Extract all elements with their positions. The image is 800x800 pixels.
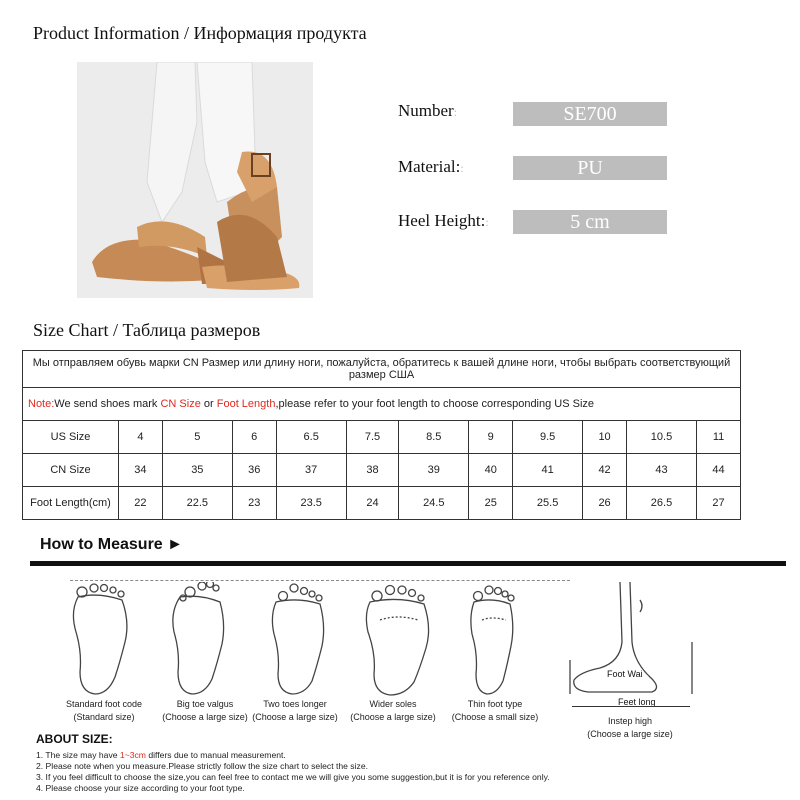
table-cell: 40 (469, 454, 513, 487)
spec-material-value: PU (513, 156, 667, 180)
table-cell: 34 (119, 454, 163, 487)
table-cell: 11 (697, 421, 741, 454)
table-cell: 36 (232, 454, 276, 487)
table-cell: 8.5 (399, 421, 469, 454)
table-cell: 24 (346, 487, 399, 520)
table-cell: 4 (119, 421, 163, 454)
english-note: Note:We send shoes mark CN Size or Foot Length,please refer to your foot length to choose corresponding US Size (23, 388, 741, 421)
size-table (22, 350, 741, 520)
foot-caption-two-toes: Two toes longer (Choose a large size) (252, 699, 338, 722)
product-photo (77, 62, 313, 298)
table-cell: 6 (232, 421, 276, 454)
cn-size-row (23, 454, 741, 487)
table-cell: 10 (583, 421, 627, 454)
foot-wai-label: Foot Wai (607, 669, 643, 679)
table-cell: 41 (513, 454, 583, 487)
how-to-measure-heading: How to Measure ► (40, 536, 183, 553)
spec-number-label: Number: (398, 101, 458, 120)
table-cell: 10.5 (626, 421, 696, 454)
foot-caption-standard: Standard foot code (Standard size) (65, 699, 143, 722)
foot-types-illustration (40, 582, 700, 700)
foot-caption-valgus: Big toe valgus (Choose a large size) (162, 699, 248, 722)
table-cell: 9 (469, 421, 513, 454)
table-cell: 6.5 (276, 421, 346, 454)
feet-long-label: Feet long (618, 697, 656, 707)
row-header: US Size (23, 421, 119, 454)
table-cell: 35 (162, 454, 232, 487)
table-cell: 42 (583, 454, 627, 487)
feet-long-line (572, 706, 690, 707)
table-cell: 37 (276, 454, 346, 487)
about-size-heading: ABOUT SIZE: (36, 732, 113, 746)
spec-material-label: Material:: (398, 157, 464, 176)
table-cell: 23.5 (276, 487, 346, 520)
row-header: CN Size (23, 454, 119, 487)
foot-caption-instep: Instep high (Choose a large size) (587, 716, 673, 739)
table-cell: 27 (697, 487, 741, 520)
table-cell: 24.5 (399, 487, 469, 520)
note-row (23, 388, 741, 421)
divider (30, 561, 786, 566)
table-cell: 9.5 (513, 421, 583, 454)
table-cell: 26 (583, 487, 627, 520)
about-item-2: 2. Please note when you measure.Please strictly follow the size chart to select the size. (36, 761, 368, 771)
table-cell: 22 (119, 487, 163, 520)
us-size-row (23, 421, 741, 454)
row-header: Foot Length(cm) (23, 487, 119, 520)
table-cell: 25 (469, 487, 513, 520)
foot-length-row (23, 487, 741, 520)
table-cell: 5 (162, 421, 232, 454)
spec-heel-label: Heel Height:: (398, 211, 489, 230)
about-item-4: 4. Please choose your size according to your foot type. (36, 783, 245, 793)
foot-caption-wider: Wider soles (Choose a large size) (350, 699, 436, 722)
size-chart-heading: Size Chart / Таблица размеров (33, 320, 261, 340)
table-cell: 26.5 (626, 487, 696, 520)
table-cell: 7.5 (346, 421, 399, 454)
foot-caption-thin: Thin foot type (Choose a small size) (451, 699, 539, 722)
dashed-divider (70, 580, 570, 581)
spec-heel-value: 5 cm (513, 210, 667, 234)
spec-number-value: SE700 (513, 102, 667, 126)
table-cell: 23 (232, 487, 276, 520)
about-item-1: 1. The size may have 1~3cm differs due to manual measurement. (36, 750, 286, 760)
table-cell: 22.5 (162, 487, 232, 520)
russian-note-row (23, 351, 741, 388)
russian-note: Мы отправляем обувь марки CN Размер или длину ноги, пожалуйста, обратитесь к вашей длине ноги, чтобы выбрать соответствующий размер США (23, 351, 741, 388)
sandal-illustration (77, 62, 313, 298)
about-item-3: 3. If you feel difficult to choose the size,you can feel free to contact me we will give you some suggestion,but it is for you reference only. (36, 772, 550, 782)
product-info-heading: Product Information / Информация продукта (33, 23, 367, 43)
table-cell: 38 (346, 454, 399, 487)
table-cell: 25.5 (513, 487, 583, 520)
table-cell: 39 (399, 454, 469, 487)
table-cell: 44 (697, 454, 741, 487)
table-cell: 43 (626, 454, 696, 487)
